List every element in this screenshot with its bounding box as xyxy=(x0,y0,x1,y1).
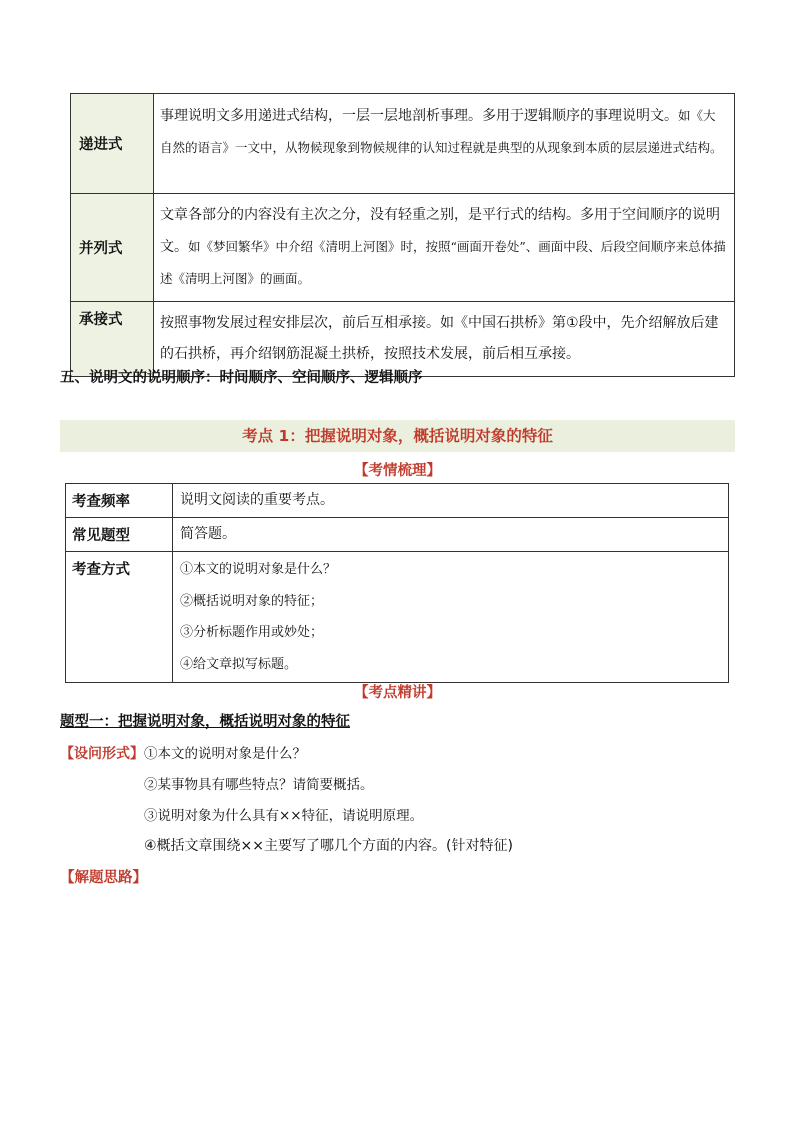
exam-info-table xyxy=(65,483,729,683)
structure-label-progressive: 递进式 xyxy=(71,94,154,194)
table-row xyxy=(66,484,729,518)
structure-text-parallel xyxy=(154,194,735,302)
ask-item: ④概括文章围绕××主要写了哪几个方面的内容。(针对特征) xyxy=(144,838,513,854)
structure-text-main: 事理说明文多用递进式结构，一层一层地剖析事理。多用于逻辑顺序的事理说明文。 xyxy=(160,108,678,124)
method-list xyxy=(173,552,729,683)
structure-table xyxy=(70,93,735,377)
exam-point-banner: 考点 1：把握说明对象，概括说明对象的特征 xyxy=(60,420,735,452)
solve-label: 【解题思路】 xyxy=(60,870,147,886)
section-5-heading: 五、说明文的说明顺序：时间顺序、空间顺序、逻辑顺序 xyxy=(60,370,423,386)
freq-label: 考查频率 xyxy=(66,484,173,518)
structure-text-main: 文章各部分的内容没有主次之分，没有轻重之别，是平行式的结构。多用于空间顺序的说明文。 xyxy=(160,207,720,255)
table-row xyxy=(66,552,729,683)
method-item: ②概括说明对象的特征； xyxy=(180,593,324,609)
ask-item: ①本文的说明对象是什么？ xyxy=(144,746,306,762)
structure-text-example: 如《梦回繁华》中介绍《清明上河图》时，按照“画面开卷处”、画面中段、后段空间顺序来总体描述《清明上河图》的画面。 xyxy=(160,239,726,286)
type-label: 常见题型 xyxy=(66,518,173,552)
exam-review-title: 【考情梳理】 xyxy=(354,463,441,479)
structure-label-parallel: 并列式 xyxy=(71,194,154,302)
method-label: 考查方式 xyxy=(66,552,173,683)
table-row xyxy=(71,94,735,194)
type-value: 简答题。 xyxy=(173,518,729,552)
explain-title: 【考点精讲】 xyxy=(354,685,441,701)
table-row xyxy=(66,518,729,552)
ask-row-1 xyxy=(60,742,306,763)
structure-label-sequential: 承接式 xyxy=(71,302,154,377)
structure-text-progressive xyxy=(154,94,735,194)
ask-form-label: 【设问形式】 xyxy=(60,746,144,762)
method-item: ①本文的说明对象是什么？ xyxy=(180,562,337,577)
structure-text-main: 按照事物发展过程安排层次，前后互相承接。如《中国石拱桥》第①段中，先介绍解放后建的石拱桥，再介绍钢筋混凝土拱桥，按照技术发展，前后相互承接。 xyxy=(160,315,719,362)
freq-value: 说明文阅读的重要考点。 xyxy=(173,484,729,518)
method-item: ③分析标题作用或妙处； xyxy=(180,625,324,640)
structure-text-example: 如《大自然的语言》一文中，从物候现象到物候规律的认知过程就是典型的从现象到本质的层层递进式结构。 xyxy=(160,108,723,155)
ask-item: ②某事物具有哪些特点？请简要概括。 xyxy=(144,777,374,793)
table-row xyxy=(71,194,735,302)
method-item: ④给文章拟写标题。 xyxy=(180,656,298,672)
type-one-title: 题型一：把握说明对象，概括说明对象的特征 xyxy=(60,714,350,730)
ask-item: ③说明对象为什么具有××特征，请说明原理。 xyxy=(144,808,424,824)
